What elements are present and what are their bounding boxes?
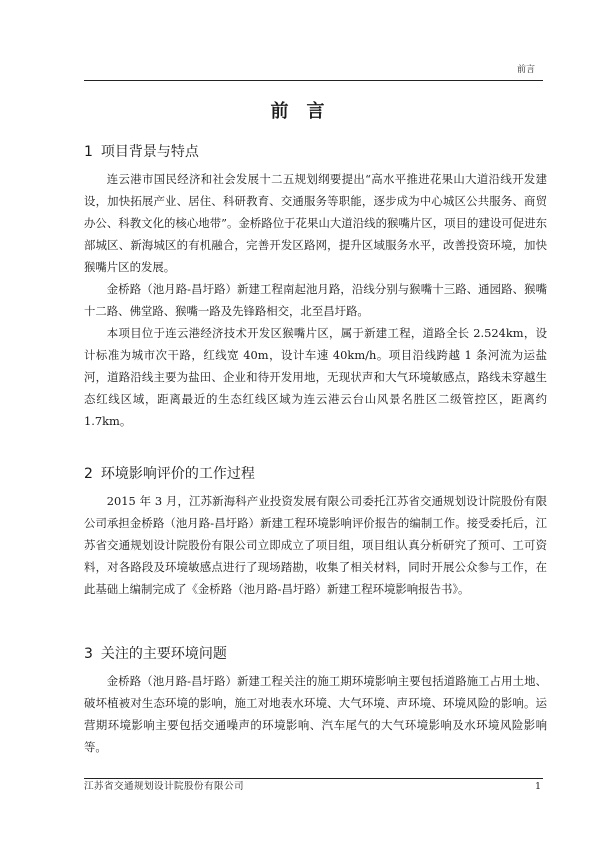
section-paragraphs: [84, 490, 547, 600]
paragraph: 连云港市国民经济和社会发展十二五规划纲要提出“高水平推进花果山大道沿线开发建设，加快拓展产业、居住、科研教育、交通服务等职能，逐步成为中心城区公共服务、商贸办公、科教文化的核心地带”。金桥路位于花果山大道沿线的猴嘴片区，项目的建设可促进东部城区、新海城区的有机融合，完善开发区路网，提升区域服务水平，改善投资环境，加快猴嘴片区的发展。: [84, 172, 547, 274]
section-background: [84, 142, 547, 432]
section-eia-process: [84, 464, 547, 600]
header-rule: [84, 80, 543, 81]
running-header: 前言: [516, 65, 535, 75]
section-paragraphs: [84, 670, 547, 758]
paragraph: 2015 年 3 月，江苏新海科产业投资发展有限公司委托江苏省交通规划设计院股份有限公司承担金桥路（池月路-昌圩路）新建工程环境影响评价报告的编制工作。接受委托后，江苏省交通规划设计院股份有限公司立即成立了项目组，项目组认真分析研究了预可、工可资料，对各路段及环境敏感点进行了现场踏勘，收集了相关材料，同时开展公众参与工作，在此基础上编制完成了《金桥路（池月路-昌圩路）新建工程环境影响报告书》。: [84, 494, 547, 596]
footer-company: 江苏省交通规划设计院股份有限公司: [84, 781, 245, 792]
section-title: 环境影响评价的工作过程: [100, 466, 255, 482]
page-number: 1: [534, 781, 541, 792]
section-paragraphs: [84, 168, 547, 432]
section-heading: [84, 464, 547, 484]
section-number: 1: [84, 144, 93, 160]
paragraph: 金桥路（池月路-昌圩路）新建工程南起池月路，沿线分别与猴嘴十三路、通园路、猴嘴十二路、佛堂路、猴嘴一路及先锋路相交，北至昌圩路。: [84, 282, 547, 318]
section-title: 关注的主要环境问题: [100, 646, 227, 662]
paragraph: 本项目位于连云港经济技术开发区猴嘴片区，属于新建工程，道路全长 2.524km，设计标准为城市次干路，红线宽 40m，设计车速 40km/h。项目沿线跨越 1 条河流为运盐河，道路沿线主要为盐田、企业和待开发用地，无现状声和大气环境敏感点，路线未穿越生态红线区域，距离最近的生态红线区域为连云港云台山风景名胜区二级管控区，距离约 1.7km。: [84, 326, 547, 428]
section-heading: [84, 644, 547, 664]
paragraph: 金桥路（池月路-昌圩路）新建工程关注的施工期环境影响主要包括道路施工占用土地、破坏植被对生态环境的影响，施工对地表水环境、大气环境、声环境、环境风险的影响。运营期环境影响主要包括交通噪声的环境影响、汽车尾气的大气环境影响及水环境风险影响等。: [84, 674, 547, 754]
section-title: 项目背景与特点: [100, 144, 199, 160]
footer-rule: [84, 778, 543, 779]
section-key-issues: [84, 644, 547, 758]
section-heading: [84, 142, 547, 162]
section-number: 2: [84, 466, 93, 482]
section-number: 3: [84, 646, 93, 662]
page-title: 前言: [270, 101, 343, 122]
